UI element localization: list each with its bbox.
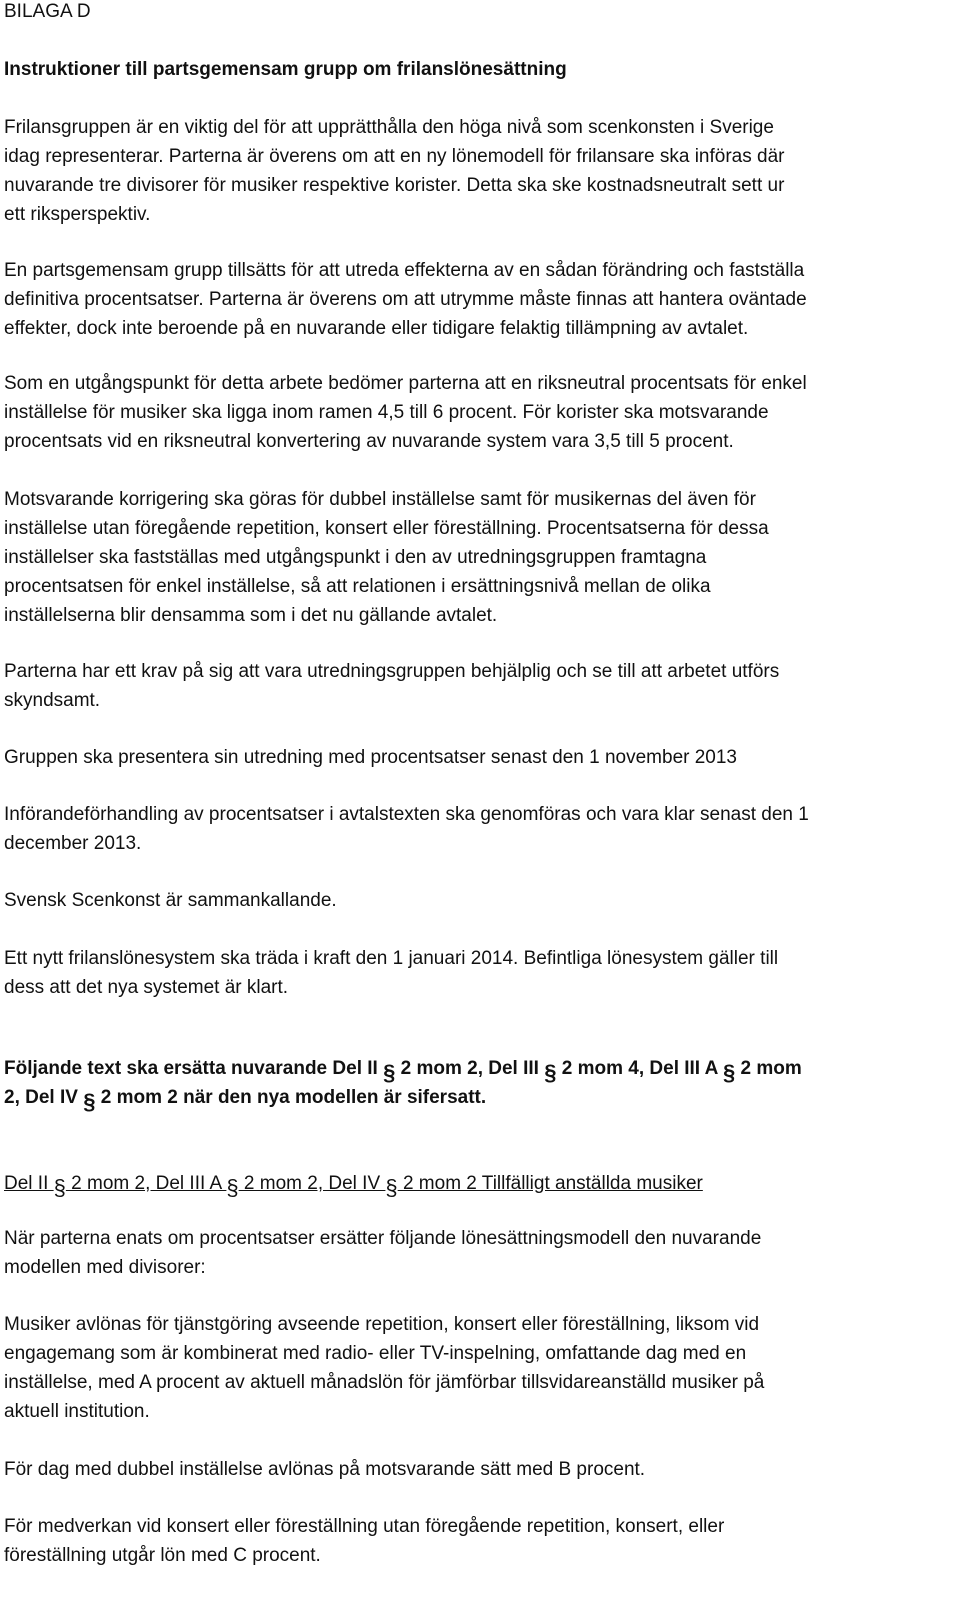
paragraph-line: aktuell institution.	[4, 1401, 150, 1422]
document-title: Instruktioner till partsgemensam grupp om frilanslönesättning	[4, 59, 567, 80]
paragraph-line: idag representerar. Parterna är överens om att en ny lönemodell för frilansare ska införas där	[4, 146, 785, 167]
paragraph-line: inställelser ska fastställas med utgångspunkt i den av utredningsgruppen framtagna	[4, 547, 707, 568]
paragraph-line: Införandeförhandling av procentsatser i avtalstexten ska genomföras och vara klar senast den 1	[4, 804, 809, 825]
section-sign: §	[226, 1175, 239, 1200]
text-run: 2 mom 2, Del III A	[65, 1173, 227, 1194]
paragraph-line: Frilansgruppen är en viktig del för att upprätthålla den höga nivå som scenkonsten i Sverige	[4, 117, 774, 138]
paragraph-line: procentsatsen för enkel inställelse, så att relationen i ersättningsnivå mellan de olika	[4, 576, 711, 597]
bold-statement-line	[4, 1081, 486, 1112]
paragraph-line: En partsgemensam grupp tillsätts för att utreda effekterna av en sådan förändring och fastställa	[4, 260, 805, 281]
paragraph-line: ett riksperspektiv.	[4, 204, 151, 225]
text-run: 2 mom 4, Del III A	[556, 1058, 723, 1079]
paragraph-line: definitiva procentsatser. Parterna är överens om att utrymme måste finnas att hantera oväntade	[4, 289, 807, 310]
annex-label: BILAGA D	[4, 1, 91, 22]
paragraph-line: Gruppen ska presentera sin utredning med procentsatser senast den 1 november 2013	[4, 747, 738, 768]
text-run: 2 mom 2, Del III	[395, 1058, 545, 1079]
paragraph-line: december 2013.	[4, 833, 142, 854]
paragraph-line: inställelserna blir densamma som i det nu gällande avtalet.	[4, 605, 498, 626]
paragraph-line: Svensk Scenkonst är sammankallande.	[4, 890, 337, 911]
text-run: 2 mom 2 när den nya modellen är sifersatt.	[95, 1087, 487, 1108]
text-run: 2 mom 2, Del IV	[238, 1173, 386, 1194]
paragraph-line: nuvarande tre divisorer för musiker respektive korister. Detta ska ske kostnadsneutralt sett ur	[4, 175, 785, 196]
paragraph-line: procentsats vid en riksneutral konvertering av nuvarande system vara 3,5 till 5 procent.	[4, 431, 734, 452]
section-sign: §	[83, 1089, 96, 1114]
paragraph-line: engagemang som är kombinerat med radio- eller TV-inspelning, omfattande dag med en	[4, 1343, 747, 1364]
paragraph-line: Motsvarande korrigering ska göras för dubbel inställelse samt för musikernas del även för	[4, 489, 756, 510]
text-run: Följande text ska ersätta nuvarande Del II	[4, 1058, 384, 1079]
section-sign: §	[385, 1175, 398, 1200]
section-sign: §	[383, 1060, 396, 1085]
bold-statement-line	[4, 1052, 802, 1083]
text-run: 2, Del IV	[4, 1087, 84, 1108]
section-sign: §	[544, 1060, 557, 1085]
paragraph-line: dess att det nya systemet är klart.	[4, 977, 289, 998]
paragraph-line: För dag med dubbel inställelse avlönas på motsvarande sätt med B procent.	[4, 1459, 646, 1480]
paragraph-line: effekter, dock inte beroende på en nuvarande eller tidigare felaktig tillämpning av avtalet.	[4, 318, 749, 339]
paragraph-line: modellen med divisorer:	[4, 1257, 206, 1278]
section-sign: §	[53, 1175, 66, 1200]
paragraph-line: Musiker avlönas för tjänstgöring avseende repetition, konsert eller föreställning, liksom vid	[4, 1314, 760, 1335]
section-sign: §	[722, 1060, 736, 1085]
text-run: 2 mom 2 Tillfälligt anställda musiker	[397, 1173, 703, 1194]
paragraph-line: inställelse utan föregående repetition, konsert eller föreställning. Procentsatserna för dessa	[4, 518, 769, 539]
paragraph-line: Som en utgångspunkt för detta arbete bedömer parterna att en riksneutral procentsats för enkel	[4, 373, 807, 394]
paragraph-line: Ett nytt frilanslönesystem ska träda i kraft den 1 januari 2014. Befintliga lönesystem gäller till	[4, 948, 779, 969]
section-heading	[4, 1167, 703, 1198]
text-run: 2 mom	[735, 1058, 802, 1079]
paragraph-line: För medverkan vid konsert eller föreställning utan föregående repetition, konsert, eller	[4, 1516, 725, 1537]
text-run: Del II	[4, 1173, 54, 1194]
paragraph-line: När parterna enats om procentsatser ersätter följande lönesättningsmodell den nuvarande	[4, 1228, 762, 1249]
paragraph-line: inställelse, med A procent av aktuell månadslön för jämförbar tillsvidareanställd musiker på	[4, 1372, 765, 1393]
paragraph-line: inställelse för musiker ska ligga inom ramen 4,5 till 6 procent. För korister ska motsvarande	[4, 402, 769, 423]
paragraph-line: skyndsamt.	[4, 690, 101, 711]
paragraph-line: föreställning utgår lön med C procent.	[4, 1545, 321, 1566]
paragraph-line: Parterna har ett krav på sig att vara utredningsgruppen behjälplig och se till att arbetet utförs	[4, 661, 780, 682]
